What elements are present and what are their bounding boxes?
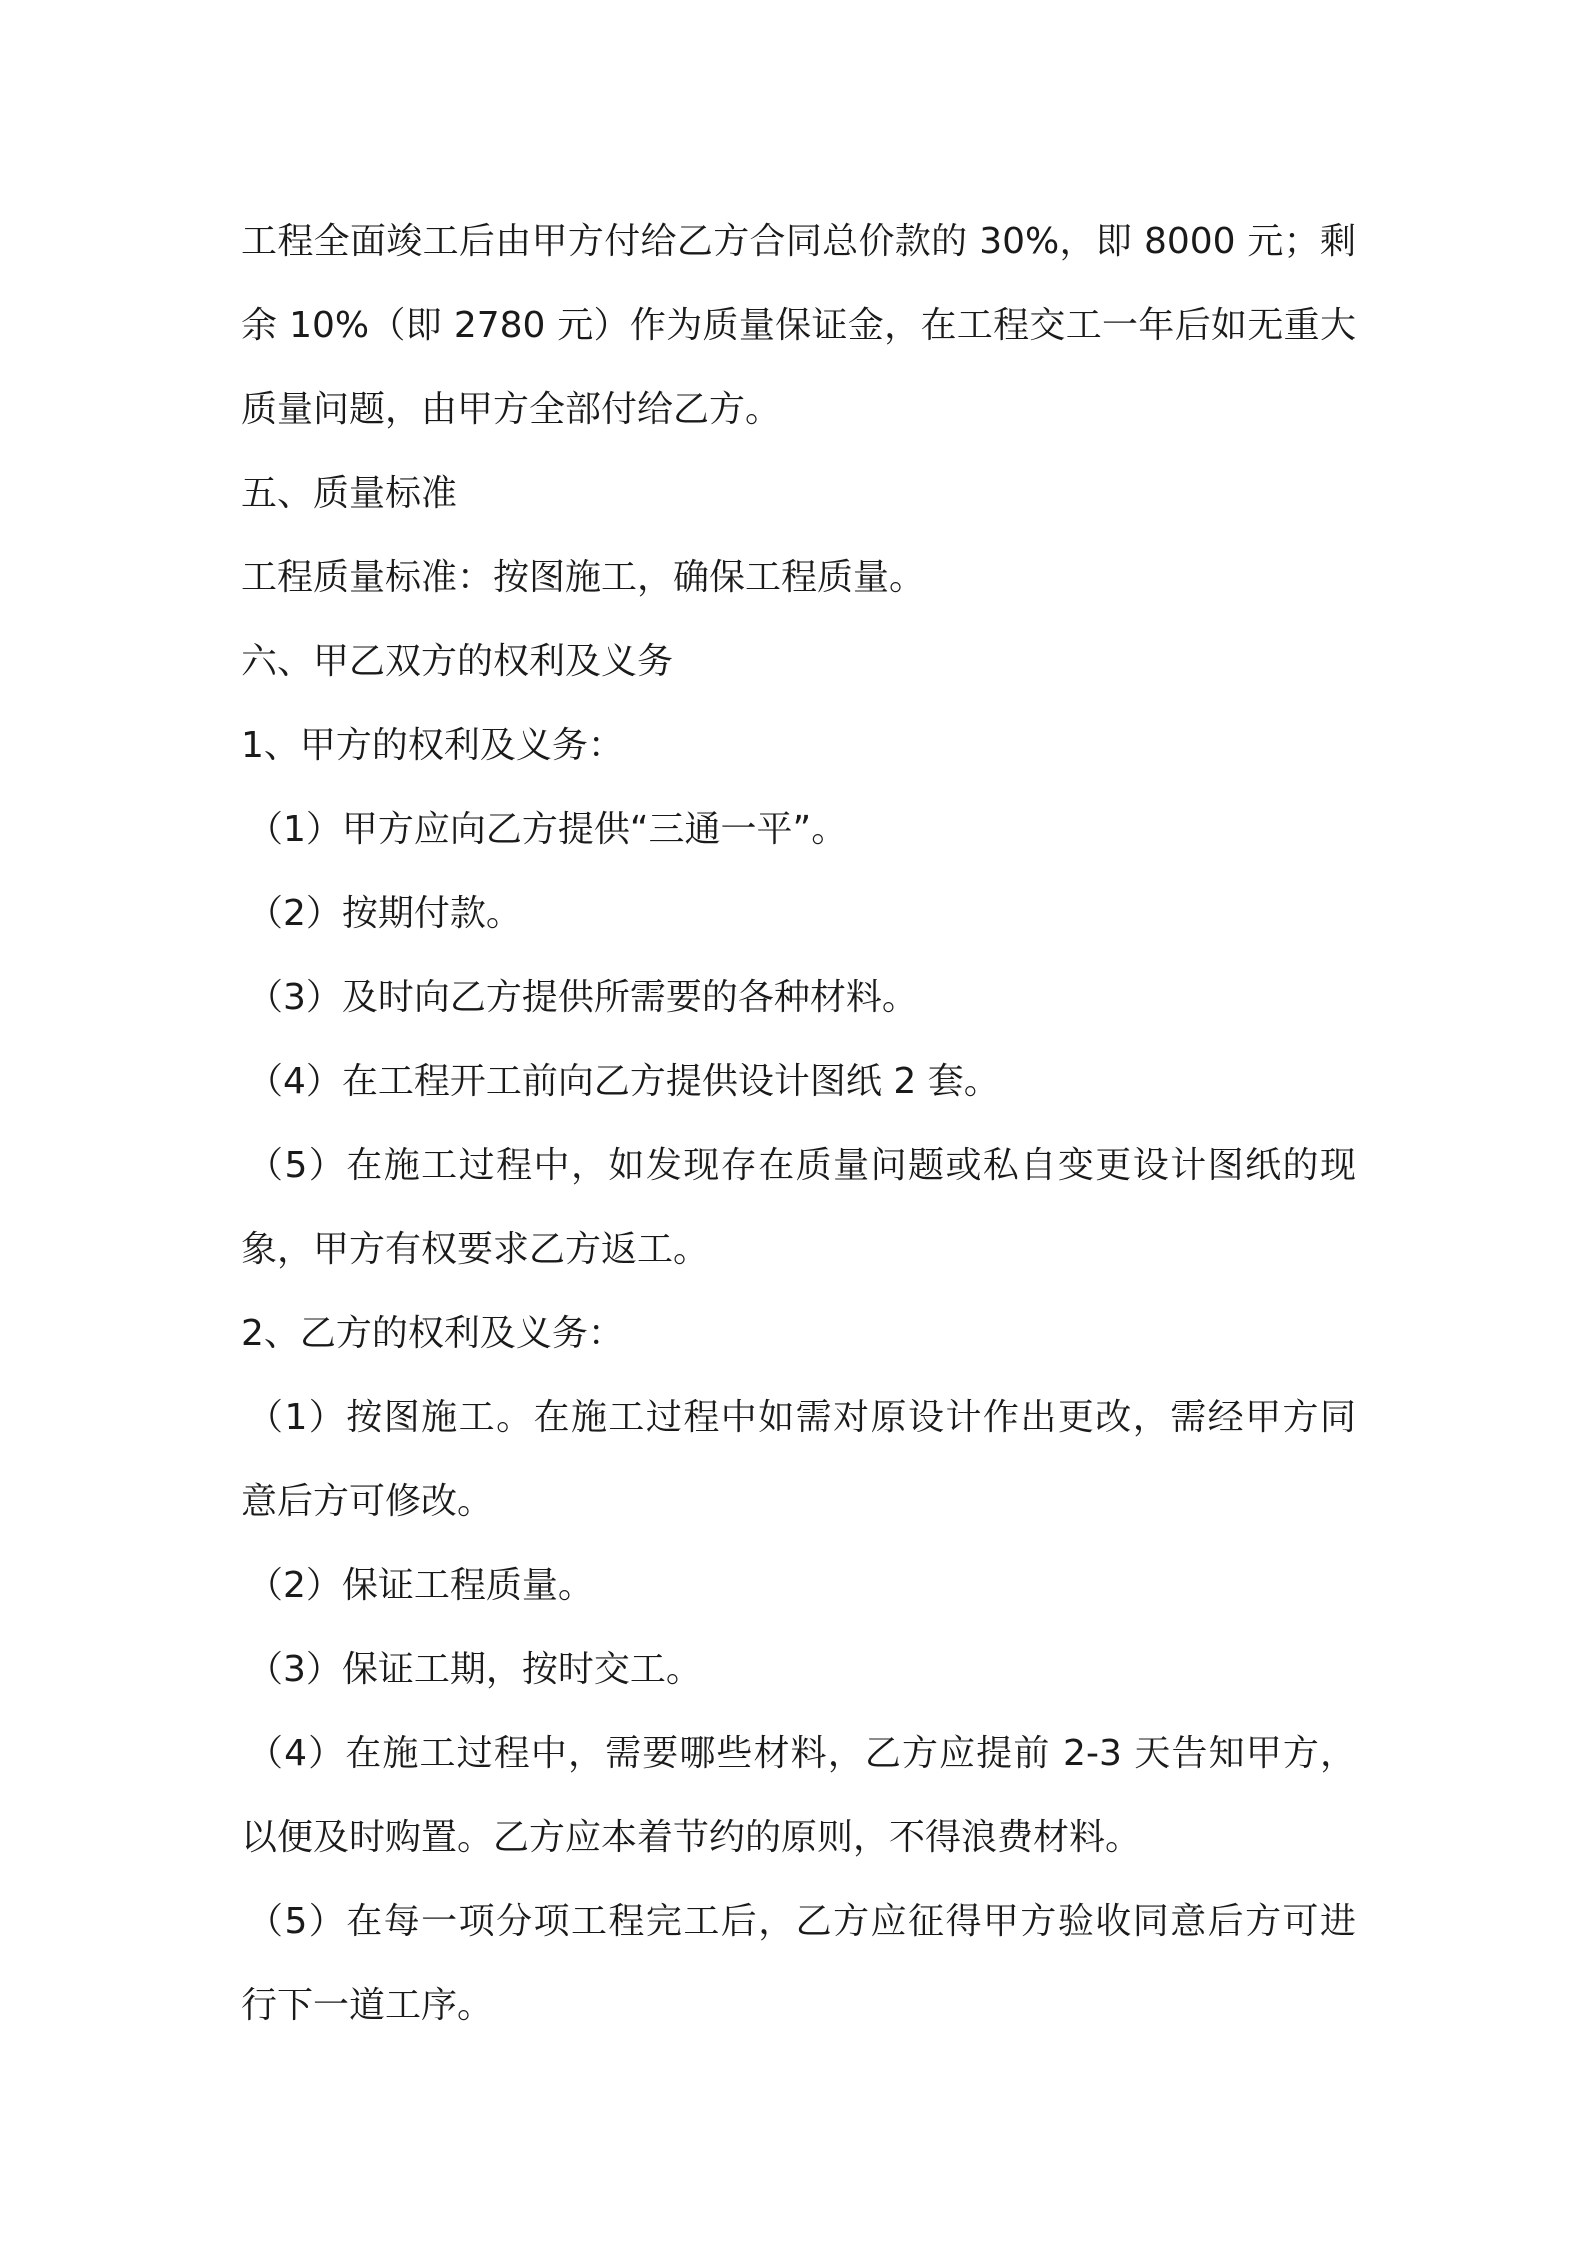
list-item: （4）在工程开工前向乙方提供设计图纸 2 套。 <box>247 1061 1000 1102</box>
document-body <box>241 200 1356 2048</box>
list-item: （5）在施工过程中，如发现存在质量问题或私自变更设计图纸的现 <box>247 1145 1356 1186</box>
list-item: （1）按图施工。在施工过程中如需对原设计作出更改，需经甲方同 <box>247 1397 1356 1438</box>
list-item: （4）在施工过程中，需要哪些材料，乙方应提前 2-3 天告知甲方， <box>247 1733 1356 1774</box>
paragraph-line: 工程全面竣工后由甲方付给乙方合同总价款的 30%，即 8000 元；剩 <box>241 221 1356 262</box>
list-item: （3）保证工期，按时交工。 <box>247 1649 702 1690</box>
list-item-continuation: 行下一道工序。 <box>241 1985 494 2026</box>
paragraph-line: 质量问题，由甲方全部付给乙方。 <box>241 389 782 430</box>
list-item-continuation: 象，甲方有权要求乙方返工。 <box>241 1229 710 1270</box>
list-item-continuation: 意后方可修改。 <box>241 1481 494 1522</box>
list-item: （1）甲方应向乙方提供“三通一平”。 <box>247 809 848 850</box>
subsection-heading-party-a: 1、甲方的权利及义务： <box>241 725 624 766</box>
paragraph-line: 余 10%（即 2780 元）作为质量保证金，在工程交工一年后如无重大 <box>241 305 1356 346</box>
section-heading-rights-obligations: 六、甲乙双方的权利及义务 <box>241 641 674 682</box>
section-heading-quality-standard: 五、质量标准 <box>241 473 458 514</box>
list-item: （3）及时向乙方提供所需要的各种材料。 <box>247 977 918 1018</box>
list-item: （2）保证工程质量。 <box>247 1565 594 1606</box>
list-item: （2）按期付款。 <box>247 893 522 934</box>
list-item-continuation: 以便及时购置。乙方应本着节约的原则，不得浪费材料。 <box>241 1817 1142 1858</box>
subsection-heading-party-b: 2、乙方的权利及义务： <box>241 1313 624 1354</box>
paragraph-line: 工程质量标准：按图施工，确保工程质量。 <box>241 557 926 598</box>
list-item: （5）在每一项分项工程完工后，乙方应征得甲方验收同意后方可进 <box>247 1901 1356 1942</box>
